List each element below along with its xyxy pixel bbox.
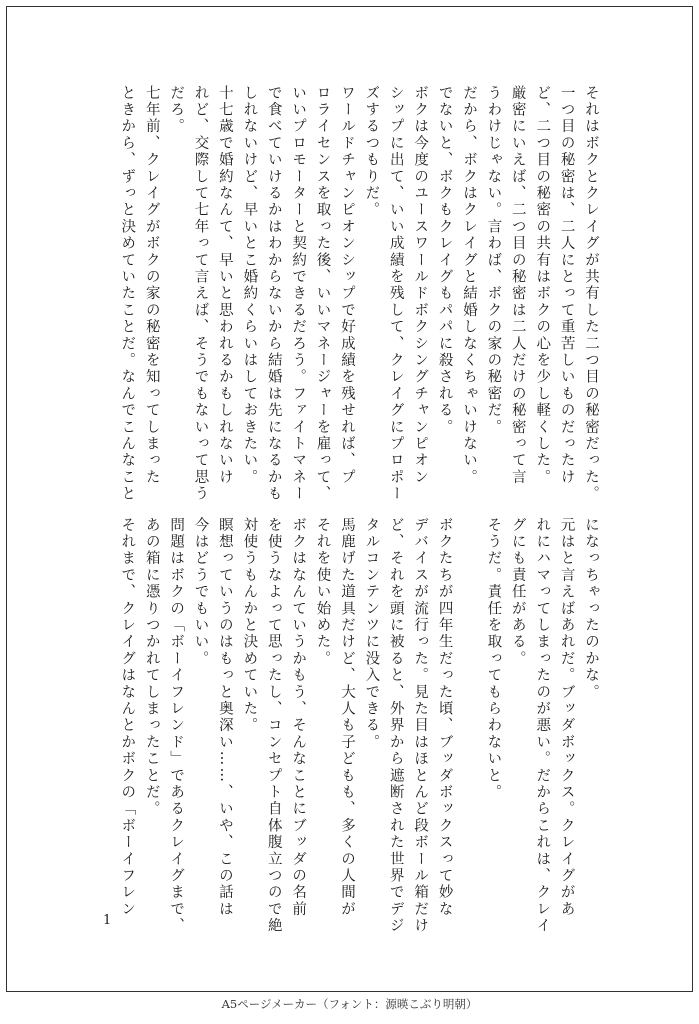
text-line: シップに出て、いい成績を残して、クレイグにプロポー <box>387 85 404 503</box>
text-line: デバイスが流行った。見た目はほとんど段ボール箱だけ <box>412 517 429 935</box>
text-line: 一つ目の秘密は、二人にとって重苦しいものだったけ <box>558 85 575 486</box>
footer-caption: A5ページメーカー（フォント：源暎こぶり明朝） <box>221 997 478 1011</box>
text-line: しれないけど、早いとこ婚約くらいはしておきたい。 <box>241 85 258 486</box>
text-line: ボクたちが四年生だった頃、ブッダボックスって妙な <box>436 517 453 918</box>
text-line: うわけじゃない。言わば、ボクの家の秘密だ。 <box>485 85 502 436</box>
text-line: ど、それを頭に被ると、外界から遮断された世界でデジ <box>387 517 404 935</box>
text-line <box>457 517 481 912</box>
text-line: ど、二つ目の秘密の共有はボクの心を少し軽くした。 <box>534 85 551 486</box>
text-line: ズするつもりだ。 <box>363 85 380 219</box>
text-line: あの箱に憑りつかれてしまったことだ。 <box>143 517 160 818</box>
text-line: 元はと言えばあれだ。ブッダボックス。クレイグがあ <box>558 517 575 918</box>
text-line: そうだ。責任を取ってもらわないと。 <box>485 517 502 801</box>
text-line: それを使い始めた。 <box>314 517 331 668</box>
text-line: れど、交際して七年って言えば、そうでもないって思う <box>192 85 209 503</box>
text-line: 瞑想っていうのはもっと奥深い……、いや、この話は <box>216 517 233 918</box>
text-line: だから、ボクはクレイグと結婚しなくちゃいけない。 <box>460 85 477 486</box>
text-line: ボクはなんていうかもう、そんなことにブッダの名前 <box>290 517 307 918</box>
page-frame <box>6 6 693 992</box>
text-line: それはボクとクレイグが共有した二つ目の秘密だった。 <box>583 85 599 503</box>
text-line: 十七歳で婚約なんて、早いと思われるかもしれないけ <box>216 85 233 486</box>
text-line: になっちゃったのかな。 <box>583 517 599 701</box>
page-number: 1 <box>103 913 112 928</box>
text-line: 七年前、クレイグがボクの家の秘密を知ってしまった <box>143 85 160 486</box>
text-line: 厳密にいえば、二つ目の秘密は二人だけの秘密って言 <box>509 85 526 486</box>
text-line: それまで、クレイグはなんとかボクの「ボーイフレン <box>119 517 136 918</box>
text-line: いいプロモーターと契約できるだろう。ファイトマネー <box>290 85 307 503</box>
text-line: 問題はボクの「ボーイフレンド」であるクレイグまで、 <box>168 517 185 935</box>
text-line: だろ。 <box>168 85 185 136</box>
text-block-lower <box>115 517 603 935</box>
text-line: 対使うもんかと決めていた。 <box>241 517 258 735</box>
text-line: れにハマってしまったのが悪い。だからこれは、クレイ <box>534 517 551 935</box>
text-line: ワールドチャンピオンシップで好成績を残せれば、プ <box>338 85 355 486</box>
text-line: を使うなよって思ったし、コンセプト自体腹立つので絶 <box>265 517 282 935</box>
text-line: ボクは今度のユースワールドボクシングチャンピオン <box>412 85 429 486</box>
text-block-upper <box>115 85 603 503</box>
text-line: タルコンテンツに没入できる。 <box>363 517 380 751</box>
text-line: 今はどうでもいい。 <box>192 517 209 668</box>
text-line: ロライセンスを取った後、いいマネージャーを雇って、 <box>314 85 331 503</box>
text-line: 馬鹿げた道具だけど、大人も子どもも、多くの人間が <box>338 517 355 918</box>
text-line: グにも責任がある。 <box>509 517 526 668</box>
text-line: でないと、ボクもクレイグもパパに殺される。 <box>436 85 453 436</box>
text-line: ときから、ずっと決めていたことだ。なんでこんなこと <box>119 85 136 503</box>
text-line: で食べていけるかはわからないから結婚は先になるかも <box>265 85 282 503</box>
